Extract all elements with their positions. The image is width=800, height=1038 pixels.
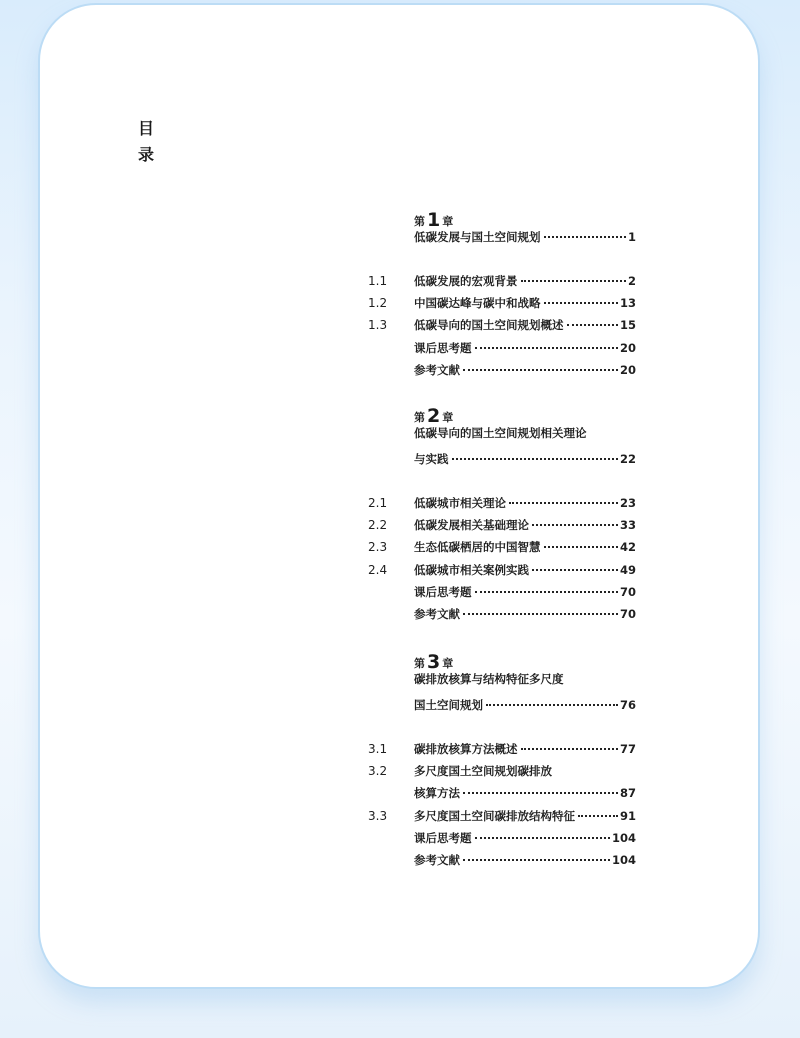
entry-line	[414, 668, 636, 690]
entry-line	[414, 559, 636, 581]
page-number: 1	[627, 230, 636, 244]
entry-title: 课后思考题	[414, 830, 472, 845]
section-number: 3.3	[368, 808, 388, 823]
entry-title: 课后思考题	[414, 584, 472, 599]
entry-line	[414, 337, 636, 359]
chapter-number: 2	[427, 405, 441, 427]
dot-leader	[544, 236, 626, 238]
chapter-prefix: 第	[414, 411, 425, 424]
section-entry	[368, 270, 638, 292]
page-number: 70	[619, 584, 636, 599]
entry-line	[414, 827, 636, 849]
dot-leader	[532, 569, 618, 571]
entry-title: 课后思考题	[414, 340, 472, 355]
entry-title: 参考文献	[414, 362, 460, 377]
section-entry	[368, 559, 638, 581]
section-number: 1.2	[368, 296, 388, 311]
section-entry	[368, 805, 638, 827]
dot-leader	[521, 280, 626, 282]
entry-title: 碳排放核算与结构特征多尺度	[414, 672, 564, 686]
entry-line	[414, 292, 636, 314]
section-entry	[368, 581, 638, 603]
page-number: 22	[619, 452, 636, 466]
dot-leader	[578, 815, 618, 817]
chapter-suffix: 章	[442, 657, 454, 670]
dot-leader	[544, 546, 618, 548]
section-number: 3.2	[368, 764, 388, 779]
section-number: 3.1	[368, 742, 388, 756]
page-number: 70	[619, 607, 636, 621]
section-number: 2.1	[368, 496, 388, 510]
dot-leader	[463, 859, 610, 861]
entry-line	[414, 492, 636, 514]
page-number: 20	[619, 362, 636, 377]
section-entry	[368, 359, 638, 381]
chapter-suffix: 章	[442, 411, 454, 424]
section-entry	[368, 492, 638, 514]
dot-leader	[452, 458, 618, 460]
entry-title: 国土空间规划	[414, 698, 483, 712]
page-number: 13	[619, 296, 636, 311]
page-number: 104	[611, 830, 636, 845]
entry-line	[414, 314, 636, 336]
entry-title: 中国碳达峰与碳中和战略	[414, 296, 541, 311]
entry-line	[414, 738, 636, 760]
chapter-prefix: 第	[414, 657, 425, 670]
chapter-prefix: 第	[414, 215, 425, 228]
section-number: 1.3	[368, 318, 388, 333]
section-entry	[368, 738, 638, 760]
entry-title: 低碳城市相关案例实践	[414, 562, 529, 577]
section-entry	[368, 314, 638, 336]
chapter-number: 1	[427, 209, 441, 231]
entry-line	[414, 581, 636, 603]
section-entry	[368, 849, 638, 871]
entry-line	[414, 422, 636, 444]
chapter-title-line	[368, 668, 638, 690]
entry-line	[414, 359, 636, 381]
page-number: 20	[619, 340, 636, 355]
section-entry	[368, 827, 638, 849]
section-number: 2.4	[368, 562, 388, 577]
chapter-title-line	[368, 694, 638, 716]
chapter-number: 3	[427, 651, 441, 673]
section-entry	[368, 514, 638, 536]
section-number: 1.1	[368, 274, 388, 288]
entry-title: 多尺度国土空间碳排放结构特征	[414, 808, 575, 823]
page-number: 42	[619, 540, 636, 555]
dot-leader	[475, 347, 618, 349]
dot-leader	[475, 591, 618, 593]
entry-title: 低碳导向的国土空间规划相关理论	[414, 426, 587, 440]
chapter-title-line	[368, 422, 638, 444]
chapter-title-line	[368, 448, 638, 470]
section-entry	[368, 603, 638, 625]
entry-title: 碳排放核算方法概述	[414, 742, 518, 756]
page-number: 2	[627, 274, 636, 288]
page-number: 87	[619, 786, 636, 801]
entry-line	[414, 694, 636, 716]
dot-leader	[475, 837, 610, 839]
entry-line	[414, 603, 636, 625]
dot-leader	[463, 369, 618, 371]
entry-title: 多尺度国土空间规划碳排放	[414, 764, 552, 779]
page-number: 15	[619, 318, 636, 333]
dot-leader	[463, 613, 618, 615]
entry-title: 参考文献	[414, 607, 460, 621]
toc-title-char-2: 录	[138, 145, 155, 164]
entry-title: 低碳发展的宏观背景	[414, 274, 518, 288]
section-number: 2.3	[368, 540, 388, 555]
dot-leader	[509, 502, 618, 504]
chapter-suffix: 章	[442, 215, 454, 228]
dot-leader	[521, 748, 618, 750]
entry-line	[414, 760, 636, 782]
entry-title: 生态低碳栖居的中国智慧	[414, 540, 541, 555]
page-number: 23	[619, 496, 636, 510]
entry-title: 参考文献	[414, 853, 460, 867]
entry-title: 低碳城市相关理论	[414, 496, 506, 510]
entry-line	[414, 805, 636, 827]
chapter-title-line	[368, 226, 638, 248]
entry-line	[414, 514, 636, 536]
toc-title-char-1: 目	[138, 119, 155, 138]
toc-title	[138, 116, 162, 168]
entry-title: 核算方法	[414, 786, 460, 801]
section-entry	[368, 782, 638, 804]
section-entry	[368, 536, 638, 558]
page-number: 33	[619, 518, 636, 533]
dot-leader	[532, 524, 618, 526]
page-number: 76	[619, 698, 636, 712]
dot-leader	[463, 792, 618, 794]
entry-line	[414, 270, 636, 292]
page-number: 49	[619, 562, 636, 577]
entry-line	[414, 782, 636, 804]
entry-title: 低碳发展与国土空间规划	[414, 230, 541, 244]
entry-line	[414, 448, 636, 470]
entry-title: 低碳发展相关基础理论	[414, 518, 529, 533]
page-number: 91	[619, 808, 636, 823]
page-number: 77	[619, 742, 636, 756]
entry-line	[414, 536, 636, 558]
page-number: 104	[611, 853, 636, 867]
entry-title: 与实践	[414, 452, 449, 466]
entry-line	[414, 849, 636, 871]
section-entry	[368, 760, 638, 782]
entry-line	[414, 226, 636, 248]
dot-leader	[567, 324, 618, 326]
entry-title: 低碳导向的国土空间规划概述	[414, 318, 564, 333]
section-entry	[368, 337, 638, 359]
dot-leader	[486, 704, 618, 706]
dot-leader	[544, 302, 618, 304]
section-entry	[368, 292, 638, 314]
section-number: 2.2	[368, 518, 388, 533]
